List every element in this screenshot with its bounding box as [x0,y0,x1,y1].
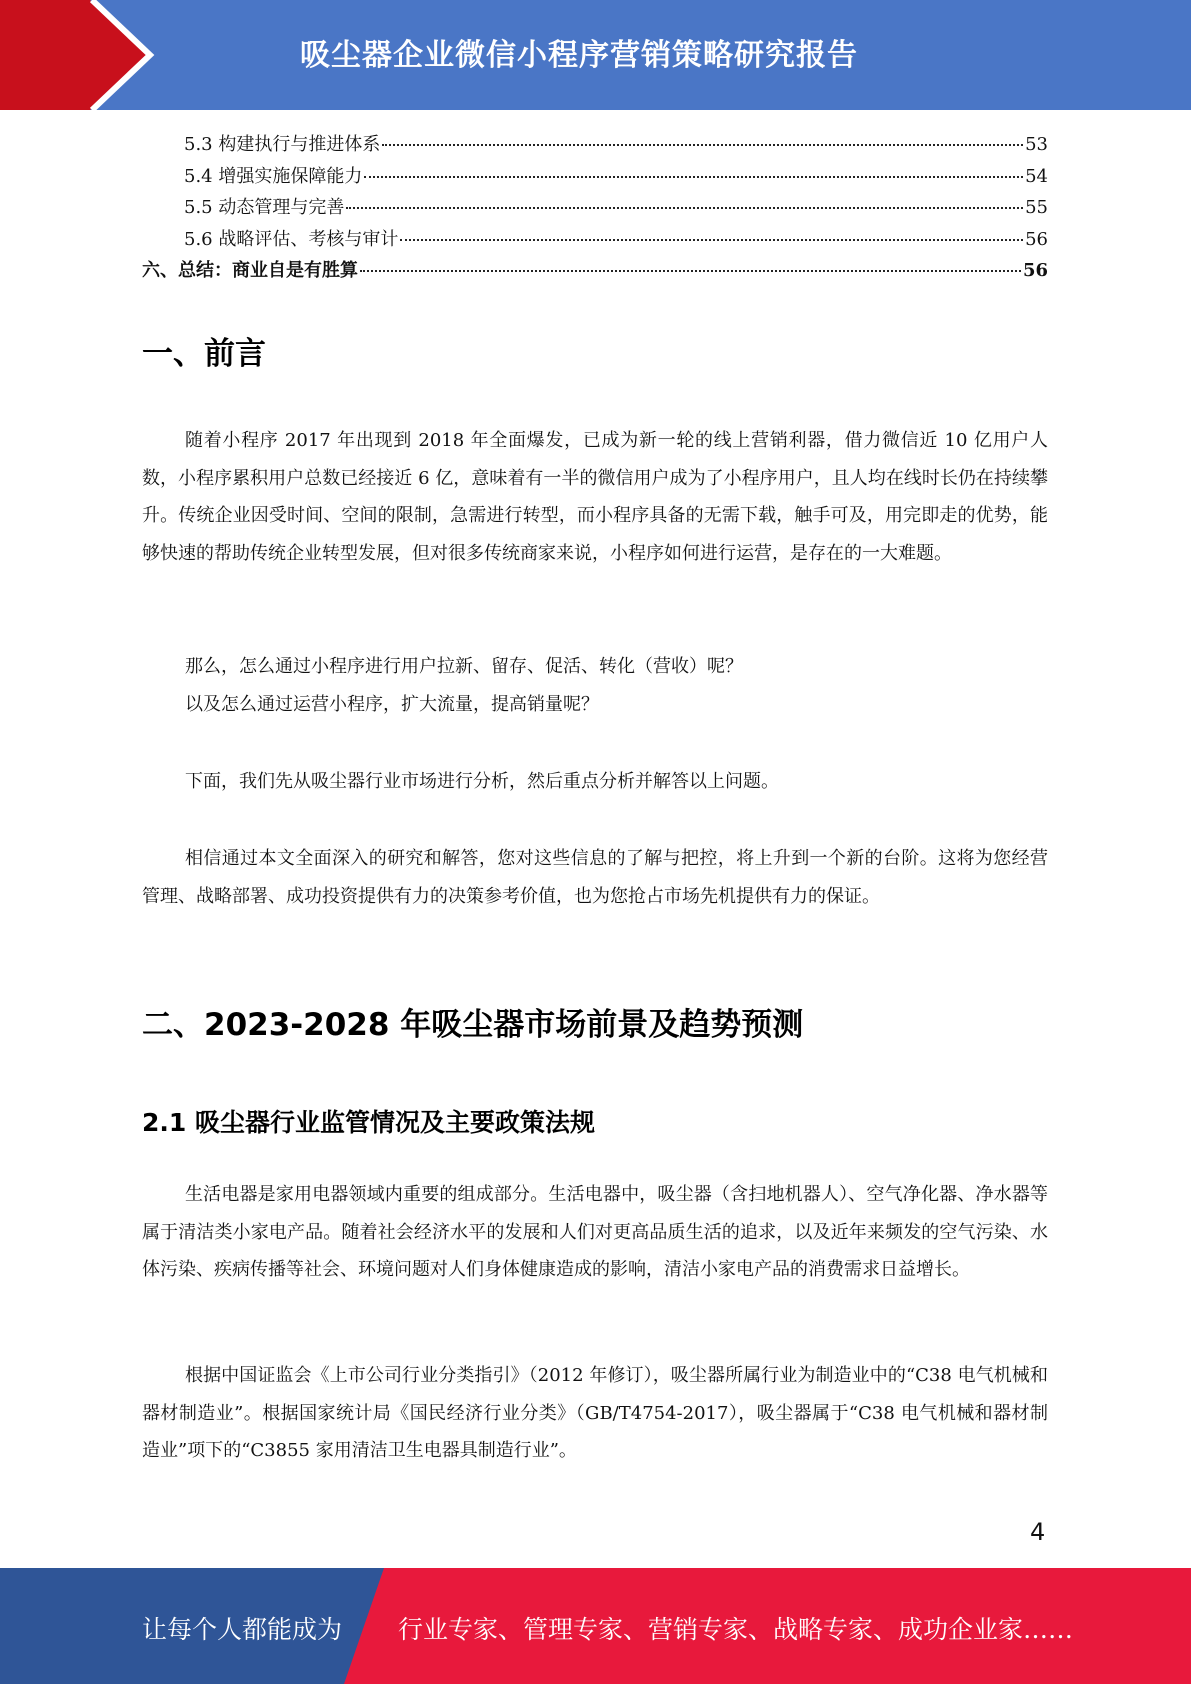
toc-entry-label: 5.4 增强实施保障能力 [184,165,363,187]
regulation-paragraph-2: 根据中国证监会《上市公司行业分类指引》（2012 年修订），吸尘器所属行业为制造业中的“C38 电气机械和器材制造业”。根据国家统计局《国民经济行业分类》（GB/T4754-2017），吸尘器属于“C38 电气机械和器材制造业”项下的“C3855 家用清洁卫生电器具制造行业”。 [142,1365,1048,1461]
toc-entry[interactable] [142,224,1048,256]
toc-entry[interactable] [142,192,1048,224]
toc-entry-chapter[interactable] [142,255,1048,287]
page-number: 4 [1030,1518,1046,1546]
regulation-paragraph-1: 生活电器是家用电器领域内重要的组成部分。生活电器中，吸尘器（含扫地机器人）、空气净化器、净水器等属于清洁类小家电产品。随着社会经济水平的发展和人们对更高品质生活的追求，以及近年来频发的空气污染、水体污染、疾病传播等社会、环境问题对人们身体健康造成的影响，清洁小家电产品的消费需求日益增长。 [142,1184,1048,1280]
preface-paragraph-1: 随着小程序 2017 年出现到 2018 年全面爆发，已成为新一轮的线上营销利器，借力微信近 10 亿用户人数，小程序累积用户总数已经接近 6 亿，意味着有一半的微信用户成为了小程序用户，且人均在线时长仍在持续攀升。传统企业因受时间、空间的限制，急需进行转型，而小程序具备的无需下载，触手可及，用完即走的优势，能够快速的帮助传统企业转型发展，但对很多传统商家来说，小程序如何进行运营，是存在的一大难题。 [142,430,1048,564]
section-heading-market-outlook: 二、2023-2028 年吸尘器市场前景及趋势预测 [142,1007,804,1043]
toc-entry[interactable] [142,129,1048,161]
table-of-contents [142,129,1048,287]
header-red-arrow [0,0,150,110]
page-footer [0,1568,1191,1684]
toc-entry-page: 55 [1025,197,1048,218]
toc-leader [360,270,1021,272]
preface-question-2: 以及怎么通过运营小程序，扩大流量，提高销量呢？ [185,694,599,715]
subsection-heading-regulation: 2.1 吸尘器行业监管情况及主要政策法规 [142,1108,595,1137]
footer-slogan-roles: 行业专家、管理专家、营销专家、战略专家、成功企业家…… [398,1615,1074,1644]
toc-entry-page: 54 [1025,165,1048,187]
toc-leader [346,207,1023,209]
preface-paragraph-2: 下面，我们先从吸尘器行业市场进行分析，然后重点分析并解答以上问题。 [185,771,779,792]
toc-entry-label: 5.5 动态管理与完善 [184,197,345,218]
toc-leader [382,144,1023,146]
preface-question-1: 那么，怎么通过小程序进行用户拉新、留存、促活、转化（营收）呢？ [185,656,743,677]
toc-entry-label: 5.3 构建执行与推进体系 [184,134,381,155]
toc-entry-label: 六、总结：商业自是有胜算 [142,260,358,281]
toc-leader [364,176,1023,178]
footer-slogan-lead: 让每个人都能成为 [142,1615,343,1644]
toc-entry[interactable] [142,161,1048,193]
toc-entry-page: 56 [1022,260,1048,281]
page-header [0,0,1191,110]
section-heading-preface: 一、前言 [142,336,266,372]
report-title: 吸尘器企业微信小程序营销策略研究报告 [300,38,858,73]
toc-entry-page: 56 [1025,228,1048,250]
toc-entry-page: 53 [1025,134,1048,155]
toc-entry-label: 5.6 战略评估、考核与审计 [184,228,399,250]
toc-leader [400,239,1023,241]
preface-paragraph-3: 相信通过本文全面深入的研究和解答，您对这些信息的了解与把控，将上升到一个新的台阶。这将为您经营管理、战略部署、成功投资提供有力的决策参考价值，也为您抢占市场先机提供有力的保证。 [142,848,1048,907]
